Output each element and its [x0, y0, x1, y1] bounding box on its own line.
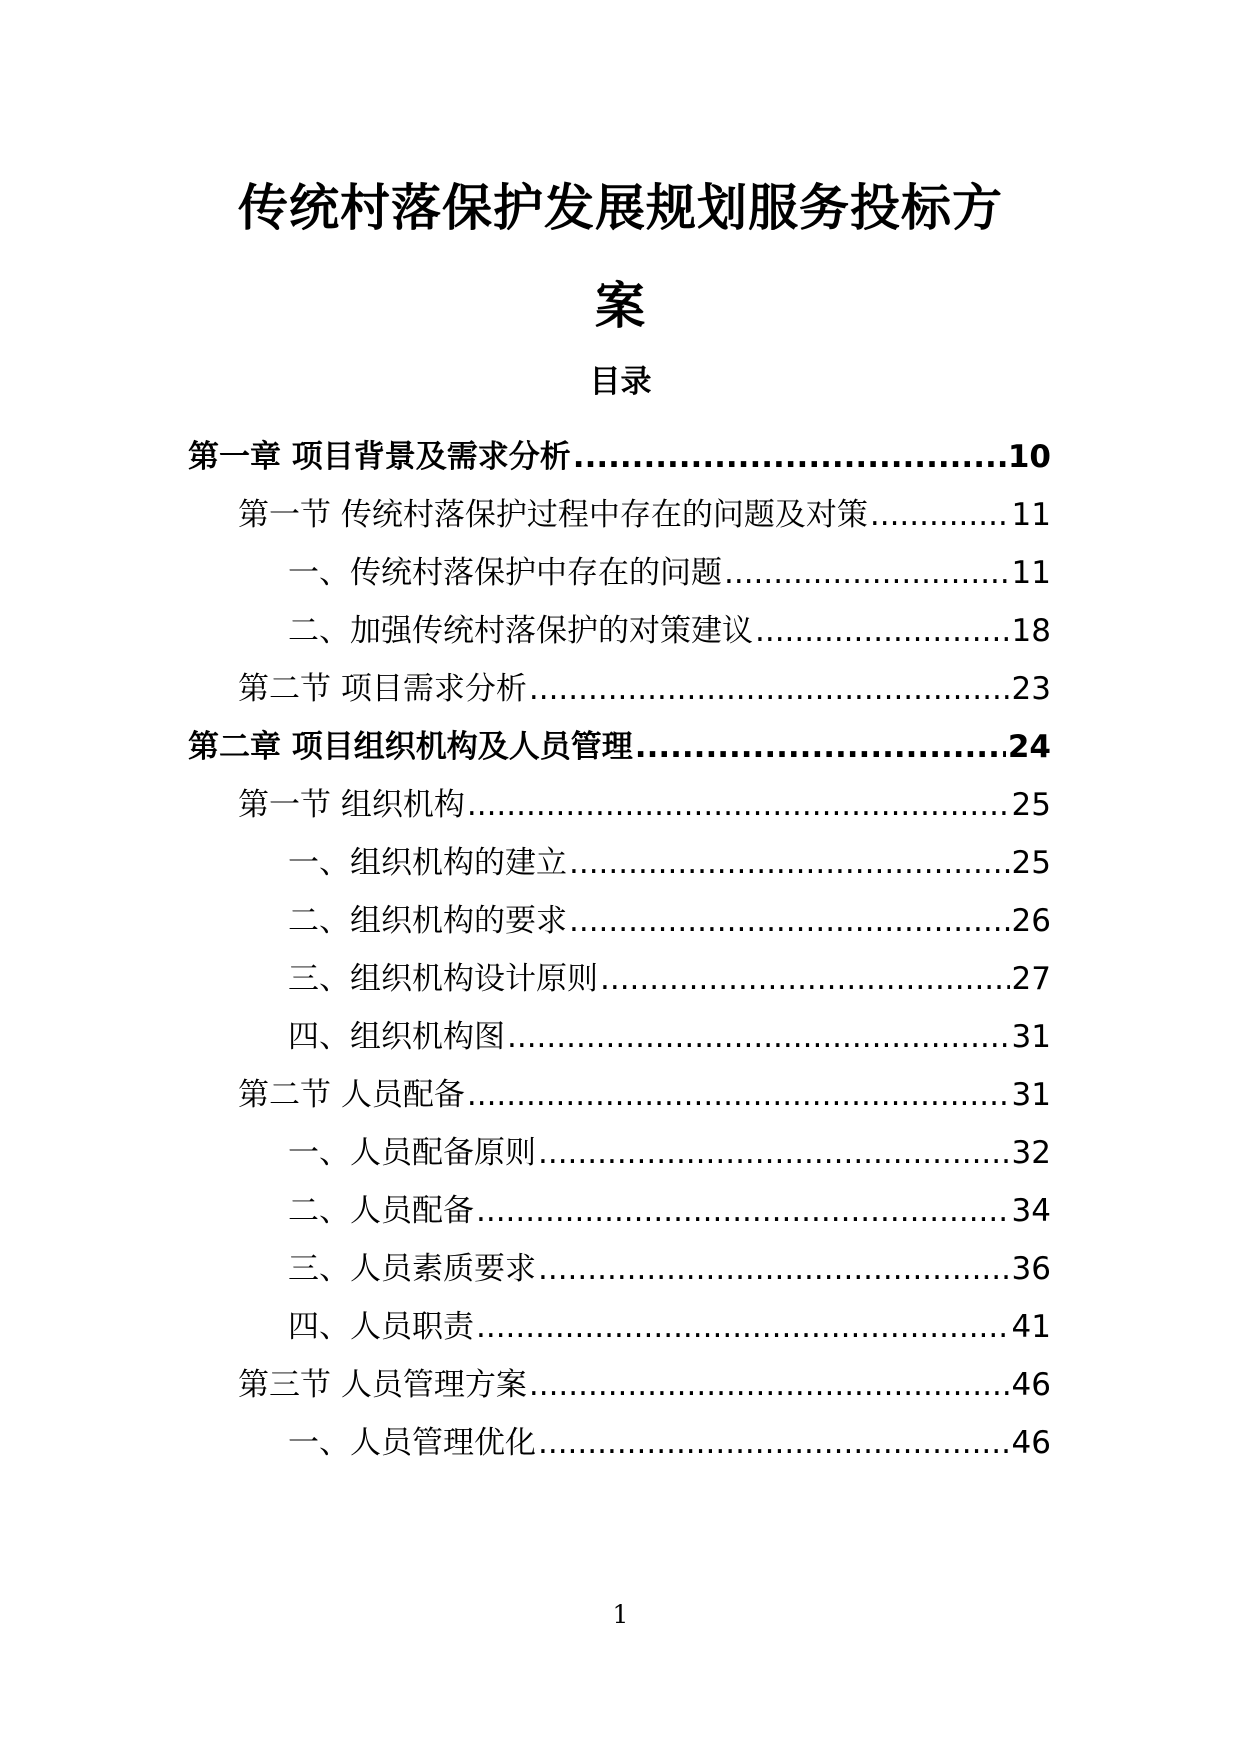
toc-heading: 目录: [589, 364, 652, 400]
toc-entry-label: 二、加强传统村落保护的对策建议: [288, 613, 753, 649]
toc-dot-leader: [755, 611, 1010, 651]
toc-entry-subsection[interactable]: [288, 833, 1051, 883]
toc-entry-section[interactable]: [238, 1355, 1051, 1405]
toc-entry-label: 一、人员配备原则: [288, 1135, 536, 1171]
toc-entry-label: 第二节 人员配备: [238, 1077, 465, 1113]
toc-entry-label: 三、组织机构设计原则: [288, 961, 598, 997]
toc-page-number: 25: [1011, 845, 1051, 881]
toc-dot-leader: [476, 1191, 1010, 1231]
toc-entry-chapter-1[interactable]: [188, 427, 1051, 477]
toc-entry-label: 一、传统村落保护中存在的问题: [288, 555, 722, 591]
toc-entry-label: 二、组织机构的要求: [288, 903, 567, 939]
toc-dot-leader: [467, 785, 1010, 825]
toc-page-number: 11: [1011, 497, 1051, 533]
toc-entry-subsection[interactable]: [288, 1007, 1051, 1057]
toc-page-number: 46: [1011, 1367, 1051, 1403]
toc-dot-leader: [635, 727, 1006, 767]
toc-page-number: 26: [1011, 903, 1051, 939]
toc-dot-leader: [573, 437, 1006, 477]
toc-dot-leader: [507, 1017, 1010, 1057]
toc-entry-subsection[interactable]: [288, 1239, 1051, 1289]
toc-entry-label: 第二节 项目需求分析: [238, 671, 527, 707]
toc-dot-leader: [569, 843, 1010, 883]
toc-entry-label: 第一节 传统村落保护过程中存在的问题及对策: [238, 497, 868, 533]
toc-entry-label: 第一章 项目背景及需求分析: [188, 439, 571, 475]
toc-page-number: 23: [1011, 671, 1051, 707]
toc-page-number: 31: [1011, 1077, 1051, 1113]
toc-page-number: 46: [1011, 1425, 1051, 1461]
toc-entry-section[interactable]: [238, 1065, 1051, 1115]
toc-entry-label: 一、组织机构的建立: [288, 845, 567, 881]
toc-entry-label: 二、人员配备: [288, 1193, 474, 1229]
toc-page-number: 11: [1011, 555, 1051, 591]
toc-entry-subsection[interactable]: [288, 1413, 1051, 1463]
toc-dot-leader: [538, 1423, 1010, 1463]
toc-entry-chapter-2[interactable]: [188, 717, 1051, 767]
toc-dot-leader: [529, 669, 1010, 709]
document-title: 传统村落保护发展规划服务投标方: [238, 179, 1003, 237]
toc-entry-subsection[interactable]: [288, 1123, 1051, 1173]
toc-dot-leader: [600, 959, 1010, 999]
toc-entry-section[interactable]: [238, 485, 1051, 535]
toc-entry-subsection[interactable]: [288, 891, 1051, 941]
document-title-continued: 案: [595, 277, 646, 335]
toc-dot-leader: [476, 1307, 1010, 1347]
toc-dot-leader: [467, 1075, 1010, 1115]
toc-dot-leader: [569, 901, 1010, 941]
toc-entry-subsection[interactable]: [288, 949, 1051, 999]
toc-page-number: 18: [1011, 613, 1051, 649]
toc-entry-subsection[interactable]: [288, 1297, 1051, 1347]
toc-entry-label: 四、人员职责: [288, 1309, 474, 1345]
toc-dot-leader: [538, 1133, 1010, 1173]
toc-dot-leader: [870, 495, 1010, 535]
toc-page-number: 32: [1011, 1135, 1051, 1171]
toc-dot-leader: [724, 553, 1010, 593]
page-number: 1: [612, 1600, 629, 1629]
toc-entry-label: 四、组织机构图: [288, 1019, 505, 1055]
toc-entry-section[interactable]: [238, 659, 1051, 709]
toc-entry-label: 一、人员管理优化: [288, 1425, 536, 1461]
toc-entry-subsection[interactable]: [288, 601, 1051, 651]
toc-entry-label: 第一节 组织机构: [238, 787, 465, 823]
toc-entry-subsection[interactable]: [288, 1181, 1051, 1231]
toc-entry-label: 第三节 人员管理方案: [238, 1367, 527, 1403]
toc-dot-leader: [538, 1249, 1010, 1289]
toc-entry-section[interactable]: [238, 775, 1051, 825]
toc-page-number: 34: [1011, 1193, 1051, 1229]
toc-entry-subsection[interactable]: [288, 543, 1051, 593]
toc-page-number: 25: [1011, 787, 1051, 823]
toc-page-number: 36: [1011, 1251, 1051, 1287]
toc-entry-label: 第二章 项目组织机构及人员管理: [188, 729, 633, 765]
toc-page-number: 24: [1007, 729, 1051, 765]
toc-page-number: 41: [1011, 1309, 1051, 1345]
toc-page-number: 27: [1011, 961, 1051, 997]
toc-page-number: 10: [1007, 439, 1051, 475]
toc-page-number: 31: [1011, 1019, 1051, 1055]
toc-dot-leader: [529, 1365, 1010, 1405]
toc-entry-label: 三、人员素质要求: [288, 1251, 536, 1287]
